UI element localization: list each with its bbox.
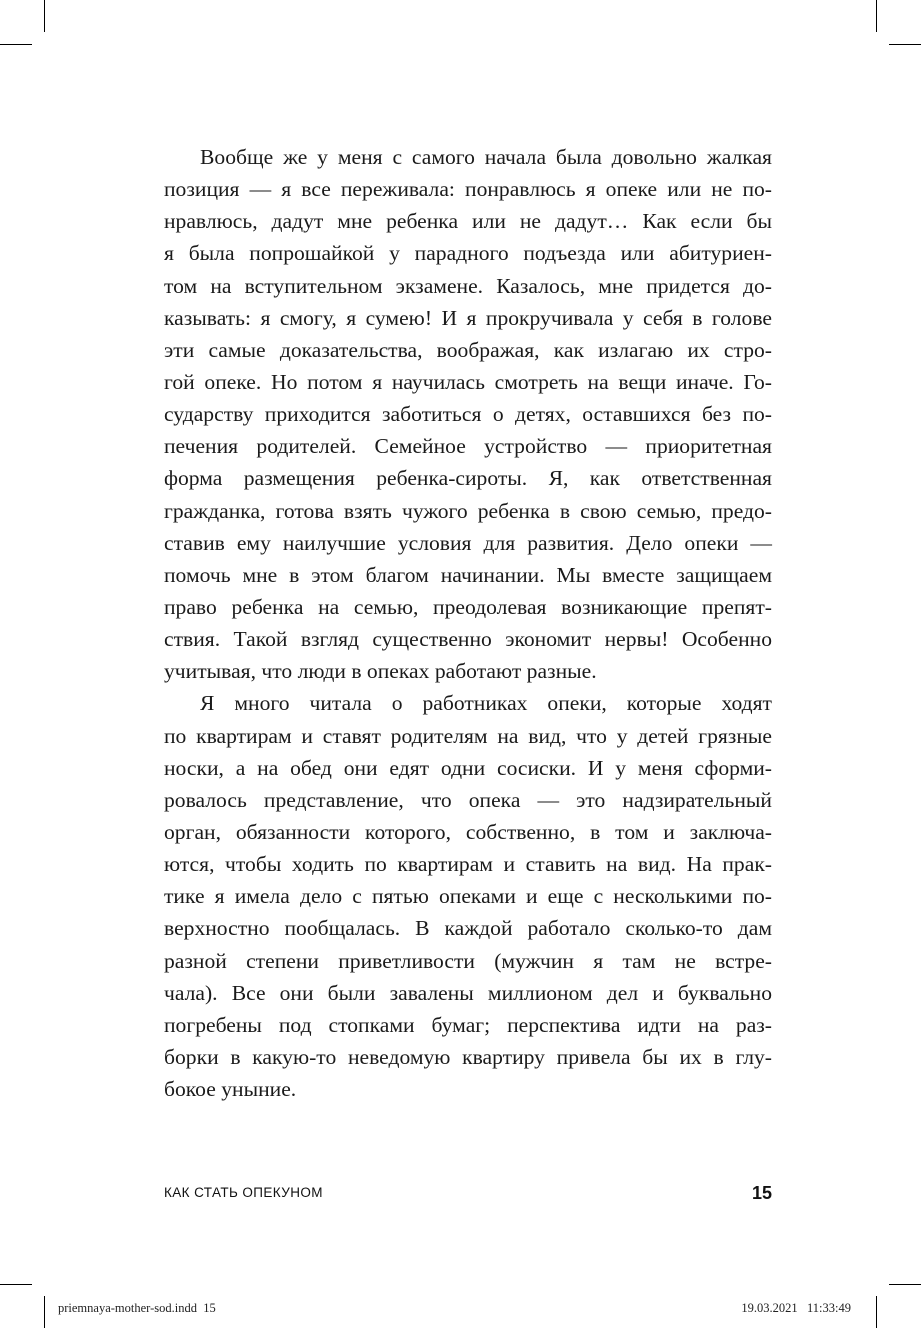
- text-line: казывать: я смогу, я сумею! И я прокручивала у себя в голове: [164, 305, 772, 330]
- text-line: Я много читала о работниках опеки, которые ходят: [200, 691, 772, 716]
- text-line: ствия. Такой взгляд существенно экономит нервы! Особенно: [164, 627, 772, 652]
- text-line: бокое уныние.: [164, 1077, 297, 1102]
- text-line: носки, а на обед они едят одни сосиски. И у меня сформи-: [164, 755, 772, 780]
- crop-mark-top-left-horizontal: [0, 44, 32, 45]
- text-line: я была попрошайкой у парадного подъезда или абитуриен-: [164, 241, 772, 266]
- text-line: печения родителей. Семейное устройство — приоритетная: [164, 434, 772, 459]
- text-line: ровалось представление, что опека — это надзирательный: [164, 787, 772, 812]
- text-line: Вообще же у меня с самого начала была довольно жалкая: [200, 145, 772, 169]
- text-line: учитывая, что люди в опеках работают разные.: [164, 659, 597, 684]
- running-title: КАК СТАТЬ ОПЕКУНОМ: [164, 1185, 323, 1200]
- crop-mark-bottom-right-horizontal: [889, 1284, 921, 1285]
- paragraph-1: [164, 141, 772, 687]
- text-line: сударству приходится заботиться о детях, оставшихся без по-: [164, 402, 772, 427]
- slug-timestamp: 19.03.2021 11:33:49: [741, 1301, 851, 1315]
- text-line: разной степени приветливости (мужчин я там не встре-: [164, 948, 772, 973]
- text-line: верхностно пообщалась. В каждой работало сколько-то дам: [164, 916, 772, 941]
- page-number: 15: [751, 1183, 772, 1203]
- crop-mark-top-right-vertical: [876, 0, 877, 32]
- text-line: ются, чтобы ходить по квартирам и ставить на вид. На прак-: [164, 852, 772, 877]
- text-line: ставив ему наилучшие условия для развития. Дело опеки —: [164, 530, 772, 555]
- text-line: эти самые доказательства, воображая, как излагаю их стро-: [164, 337, 772, 362]
- paragraph-2: [164, 687, 772, 1105]
- text-line: гой опеке. Но потом я научилась смотреть на вещи иначе. Го-: [164, 369, 772, 394]
- text-line: том на вступительном экзамене. Казалось, мне придется до-: [164, 273, 772, 298]
- text-line: помочь мне в этом благом начинании. Мы вместе защищаем: [164, 562, 772, 587]
- text-line: чала). Все они были завалены миллионом дел и буквально: [164, 980, 772, 1005]
- text-line: форма размещения ребенка-сироты. Я, как ответственная: [164, 466, 772, 491]
- crop-mark-top-left-vertical: [44, 0, 45, 32]
- text-line: борки в какую-то неведомую квартиру привела бы их в глу-: [164, 1044, 772, 1069]
- crop-mark-bottom-left-vertical: [44, 1296, 45, 1328]
- slug-filename: priemnaya-mother-sod.indd 15: [58, 1301, 216, 1315]
- body-text: [164, 141, 772, 1105]
- text-line: гражданка, готова взять чужого ребенка в свою семью, предо-: [164, 498, 772, 523]
- text-line: тике я имела дело с пятью опеками и еще с несколькими по-: [164, 884, 772, 909]
- crop-mark-bottom-right-vertical: [876, 1296, 877, 1328]
- crop-mark-bottom-left-horizontal: [0, 1284, 32, 1285]
- text-line: погребены под стопками бумаг; перспектива идти на раз-: [164, 1012, 772, 1037]
- running-footer: [164, 1183, 772, 1207]
- text-line: нравлюсь, дадут мне ребенка или не дадут… Как если бы: [164, 209, 772, 234]
- text-line: позиция — я все переживала: понравлюсь я опеке или не по-: [164, 177, 772, 202]
- text-line: орган, обязанности которого, собственно, в том и заключа-: [164, 819, 772, 844]
- text-line: по квартирам и ставят родителям на вид, что у детей грязные: [164, 723, 772, 748]
- text-line: право ребенка на семью, преодолевая возникающие препят-: [164, 594, 772, 619]
- crop-mark-top-right-horizontal: [889, 44, 921, 45]
